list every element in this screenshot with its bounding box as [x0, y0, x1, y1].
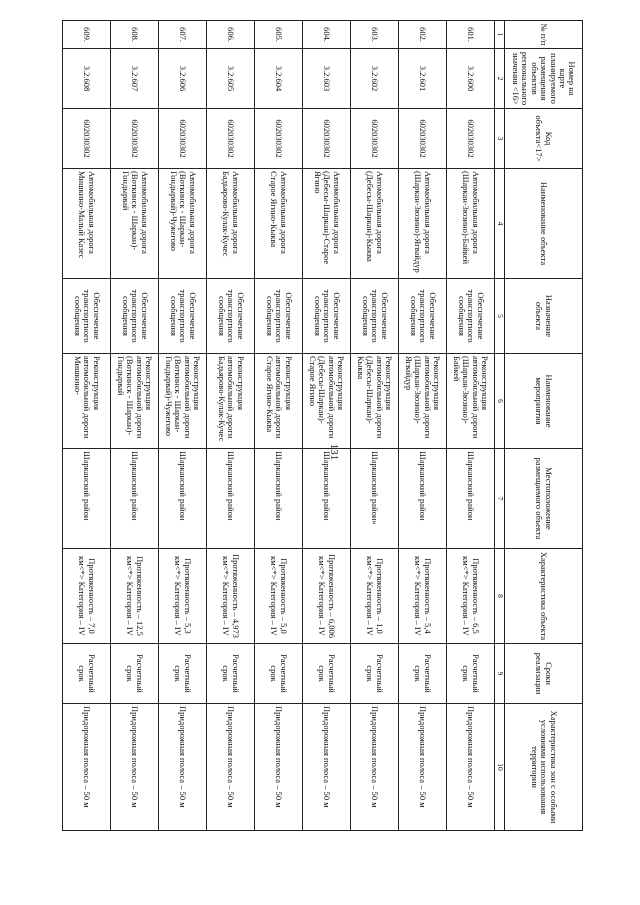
purpose-cell: Обеспечение транспортного сообщения: [159, 279, 207, 354]
measure-cell: Реконструкция автомобильной дороги (Дебесы-Шаркан)-Кыква: [351, 354, 399, 449]
timeline-cell: Расчетный срок: [159, 644, 207, 704]
object-code-cell: 602030302: [399, 109, 447, 169]
object-code-cell: 602030302: [207, 109, 255, 169]
column-number: 2: [495, 49, 505, 109]
timeline-cell: Расчетный срок: [303, 644, 351, 704]
table-row: [447, 21, 495, 831]
measure-cell: Реконструкция автомобильной дороги Бадьярово-Кулак-Кучес: [207, 354, 255, 449]
object-name-cell: Автомобильная дорога (Дебесы-Шаркан)-Старое Ягино: [303, 169, 351, 279]
map-number-cell: 3.2.602: [351, 49, 399, 109]
object-code-cell: 602030302: [255, 109, 303, 169]
header-cell: Назначение объекта: [505, 279, 583, 354]
map-number-cell: 3.2.603: [303, 49, 351, 109]
object-name-cell: Автомобильная дорога (Воткинск - Шаркан-Гондырвай)-Чужегово: [159, 169, 207, 279]
characteristic-cell: Протяженность – 4,973 км<*> Категория – IV: [207, 549, 255, 644]
purpose-cell: Обеспечение транспортного сообщения: [399, 279, 447, 354]
measure-cell: Реконструкция автомобильной дороги (Шаркан-Зюзино)-Байкей: [447, 354, 495, 449]
purpose-cell: Обеспечение транспортного сообщения: [63, 279, 111, 354]
table-row: [255, 21, 303, 831]
measure-cell: Реконструкция автомобильной дороги (Дебесы-Шаркан)-Старое Ягино: [303, 354, 351, 449]
column-number: 7: [495, 449, 505, 549]
objects-table: [62, 20, 583, 831]
purpose-cell: Обеспечение транспортного сообщения: [447, 279, 495, 354]
characteristic-cell: Протяженность – 5,4 км<*> Категория – IV: [399, 549, 447, 644]
object-code-cell: 602030302: [63, 109, 111, 169]
object-name-cell: Автомобильная дорога (Шаркан-Зюзино)-Байкей: [447, 169, 495, 279]
characteristic-cell: Протяженность – 1,0 км<*> Категория – IV: [351, 549, 399, 644]
timeline-cell: Расчетный срок: [447, 644, 495, 704]
page-number: 131: [328, 443, 340, 461]
object-code-cell: 602030302: [111, 109, 159, 169]
map-number-cell: 3.2.607: [111, 49, 159, 109]
column-number: 5: [495, 279, 505, 354]
characteristic-cell: Протяженность – 6,006 км<*> Категория – IV: [303, 549, 351, 644]
object-name-cell: Автомобильная дорога (Шаркан-Зюзино)-Ягвайдур: [399, 169, 447, 279]
location-cell: Шарканский район: [399, 449, 447, 549]
map-number-cell: 3.2.604: [255, 49, 303, 109]
header-cell: Характеристика зон с особыми условиями использования территории: [505, 704, 583, 831]
characteristic-cell: Протяженность – 5,0 км<*> Категория – IV: [255, 549, 303, 644]
object-name-cell: Автомобильная дорога (Воткинск - Шаркан)-Гондырвай: [111, 169, 159, 279]
header-cell: Номер на карте планируемого размещения объектов регионального значения <16>: [505, 49, 583, 109]
location-cell: Шарканский район: [63, 449, 111, 549]
object-code-cell: 602030302: [447, 109, 495, 169]
map-number-cell: 3.2.608: [63, 49, 111, 109]
map-number-cell: 3.2.606: [159, 49, 207, 109]
measure-cell: Реконструкция автомобильной дороги (Воткинск - Шаркан-Гондырвай)-Чужегово: [159, 354, 207, 449]
column-number: 3: [495, 109, 505, 169]
timeline-cell: Расчетный срок: [399, 644, 447, 704]
object-name-cell: Автомобильная дорога Мишкино-Малый Казес: [63, 169, 111, 279]
location-cell: Шарканский район: [303, 449, 351, 549]
purpose-cell: Обеспечение транспортного сообщения: [351, 279, 399, 354]
purpose-cell: Обеспечение транспортного сообщения: [255, 279, 303, 354]
location-cell: Шарканский район: [111, 449, 159, 549]
characteristic-cell: Протяженность – 12,5 км<*> Категория – IV: [111, 549, 159, 644]
characteristic-cell: Протяженность – 6,5 км<*> Категория – IV: [447, 549, 495, 644]
location-cell: Шарканский район: [207, 449, 255, 549]
row-number-cell: 607.: [159, 21, 207, 49]
timeline-cell: Расчетный срок: [207, 644, 255, 704]
row-number-cell: 609.: [63, 21, 111, 49]
zone-cell: Придорожная полоса – 50 м: [207, 704, 255, 831]
measure-cell: Реконструкция автомобильной дороги (Воткинск - Шаркан)-Гондырвай: [111, 354, 159, 449]
object-code-cell: 602030302: [303, 109, 351, 169]
object-name-cell: Автомобильная дорога (Дебесы-Шаркан)-Кыква: [351, 169, 399, 279]
zone-cell: Придорожная полоса – 50 м: [159, 704, 207, 831]
map-number-cell: 3.2.600: [447, 49, 495, 109]
row-number-cell: 602.: [399, 21, 447, 49]
location-cell: Шарканский район: [447, 449, 495, 549]
measure-cell: Реконструкция автомобильной дороги Старое Ягино-Кыква: [255, 354, 303, 449]
table-row: [63, 21, 111, 831]
zone-cell: Придорожная полоса – 50 м: [63, 704, 111, 831]
row-number-cell: 606.: [207, 21, 255, 49]
row-number-cell: 601.: [447, 21, 495, 49]
timeline-cell: Расчетный срок: [111, 644, 159, 704]
measure-cell: Реконструкция автомобильной дороги (Шаркан-Зюзино)-Ягвайдур: [399, 354, 447, 449]
table-row: [351, 21, 399, 831]
table-body: [63, 21, 495, 831]
row-number-cell: 605.: [255, 21, 303, 49]
zone-cell: Придорожная полоса – 50 м: [111, 704, 159, 831]
zone-cell: Придорожная полоса – 50 м: [447, 704, 495, 831]
characteristic-cell: Протяженность – 5,3 км<*> Категория – IV: [159, 549, 207, 644]
table-row: [159, 21, 207, 831]
column-number: 1: [495, 21, 505, 49]
location-cell: Шарканский район: [159, 449, 207, 549]
column-number: 4: [495, 169, 505, 279]
header-cell: Сроки реализации: [505, 644, 583, 704]
row-number-cell: 608.: [111, 21, 159, 49]
object-name-cell: Автомобильная дорога Бадьярово-Кулак-Кучес: [207, 169, 255, 279]
column-number: 9: [495, 644, 505, 704]
location-cell: Шарканский район: [255, 449, 303, 549]
row-number-cell: 604.: [303, 21, 351, 49]
column-number-row: [495, 21, 505, 831]
map-number-cell: 3.2.601: [399, 49, 447, 109]
object-code-cell: 602030302: [351, 109, 399, 169]
location-cell: Шарканский район»: [351, 449, 399, 549]
column-number: 10: [495, 704, 505, 831]
table-row: [207, 21, 255, 831]
header-cell: Местоположение размещаемого объекта: [505, 449, 583, 549]
characteristic-cell: Протяженность – 7,0 км<*> Категория – IV: [63, 549, 111, 644]
column-number: 8: [495, 549, 505, 644]
header-cell: № п/п: [505, 21, 583, 49]
header-cell: Наименование мероприятия: [505, 354, 583, 449]
object-code-cell: 602030302: [159, 109, 207, 169]
purpose-cell: Обеспечение транспортного сообщения: [111, 279, 159, 354]
column-number: 6: [495, 354, 505, 449]
timeline-cell: Расчетный срок: [63, 644, 111, 704]
zone-cell: Придорожная полоса – 50 м: [351, 704, 399, 831]
row-number-cell: 603.: [351, 21, 399, 49]
timeline-cell: Расчетный срок: [351, 644, 399, 704]
zone-cell: Придорожная полоса – 50 м: [399, 704, 447, 831]
map-number-cell: 3.2.605: [207, 49, 255, 109]
header-cell: Наименование объекта: [505, 169, 583, 279]
timeline-cell: Расчетный срок: [255, 644, 303, 704]
table-row: [303, 21, 351, 831]
measure-cell: Реконструкция автомобильной дороги Мишкино-: [63, 354, 111, 449]
table-row: [111, 21, 159, 831]
header-row: [505, 21, 583, 831]
purpose-cell: Обеспечение транспортного сообщения: [303, 279, 351, 354]
table-row: [399, 21, 447, 831]
header-cell: Код объекта<17>: [505, 109, 583, 169]
header-cell: Характеристика объекта: [505, 549, 583, 644]
zone-cell: Придорожная полоса – 50 м: [255, 704, 303, 831]
purpose-cell: Обеспечение транспортного сообщения: [207, 279, 255, 354]
zone-cell: Придорожная полоса – 50 м: [303, 704, 351, 831]
object-name-cell: Автомобильная дорога Старое Ягино-Кыква: [255, 169, 303, 279]
document-table-rotated: [63, 20, 583, 830]
